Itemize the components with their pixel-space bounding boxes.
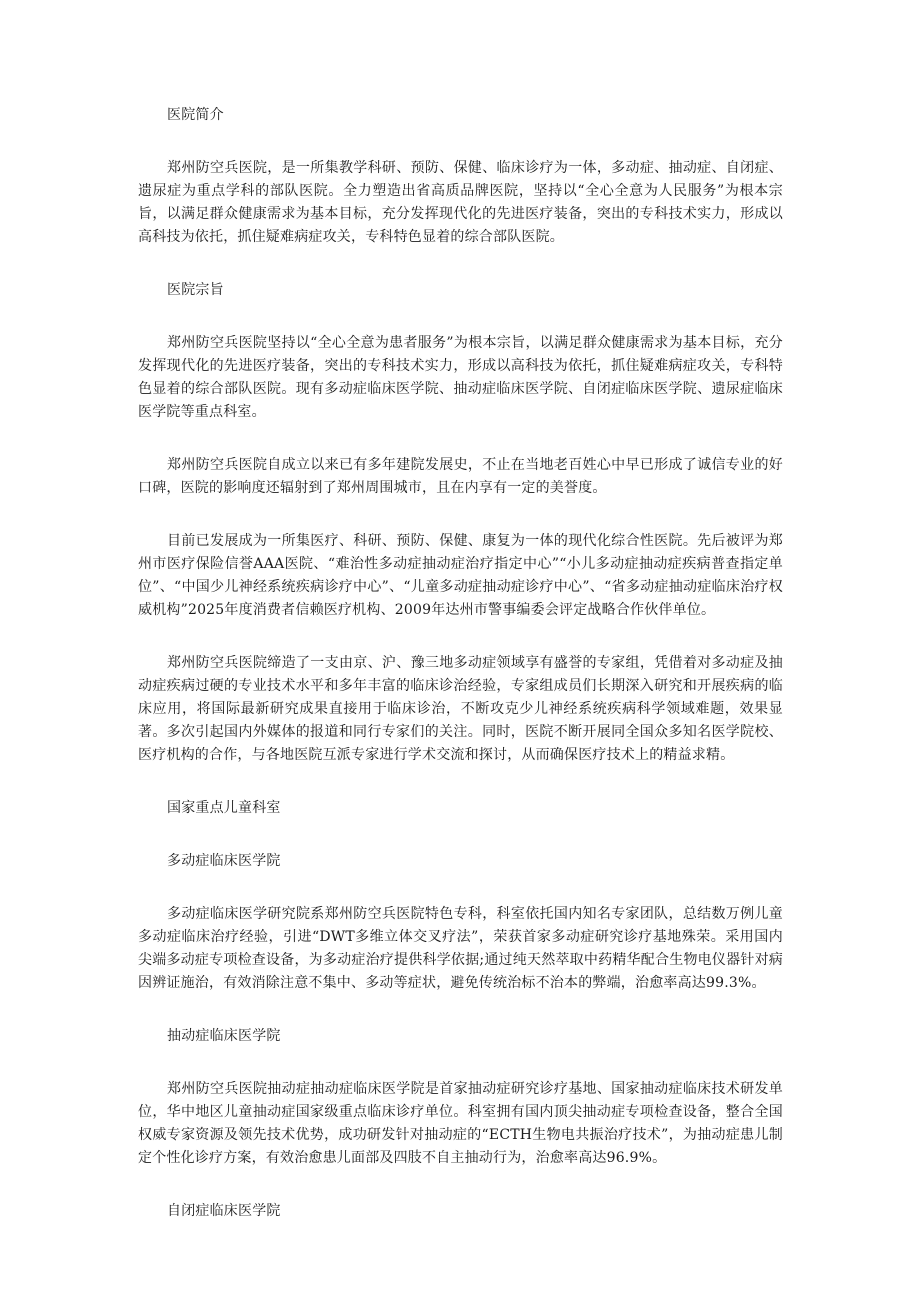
paragraph-expert-team: 郑州防空兵医院缔造了一支由京、沪、豫三地多动症领域享有盛誉的专家组，凭借着对多动症及抽动症疾病过硬的专业技术水平和多年丰富的临床诊治经验，专家组成员们长期深入研究和开展疾病的临床应用，将国际最新研究成果直接用于临床诊治，不断攻克少儿神经系统疾病科学领域难题，效果显著。多次引起国内外媒体的报道和同行专家们的关注。同时，医院不断开展同全国众多知名医学院校、医疗机构的合作，与各地医院互派专家进行学术交流和探讨，从而确保医疗技术上的精益求精。 <box>138 655 783 763</box>
document-page <box>138 104 783 1253</box>
section-heading-adhd-institute: 多动症临床医学院 <box>167 853 281 869</box>
paragraph-adhd-institute: 多动症临床医学研究院系郑州防空兵医院特色专科，科室依托国内知名专家团队，总结数万例儿童多动症临床治疗经验，引进“DWT多维立体交叉疗法”，荣获首家多动症研究诊疗基地殊荣。采用国内尖端多动症专项检查设备，为多动症治疗提供科学依据;通过纯天然萃取中药精华配合生物电仪器针对病因辨证施治，有效消除注意不集中、多动等症状，避免传统治标不治本的弊端，治愈率高达99.3%。 <box>138 906 783 991</box>
section-heading-autism-institute: 自闭症临床医学院 <box>167 1203 281 1219</box>
section-heading-tic-institute: 抽动症临床医学院 <box>167 1028 281 1044</box>
section-heading-key-departments: 国家重点儿童科室 <box>167 800 281 816</box>
paragraph-hospital-intro: 郑州防空兵医院，是一所集教学科研、预防、保健、临床诊疗为一体，多动症、抽动症、自闭症、遗尿症为重点学科的部队医院。全力塑造出省高质品牌医院，坚持以“全心全意为人民服务”为根本宗旨，以满足群众健康需求为基本目标，充分发挥现代化的先进医疗装备，突出的专科技术实力，形成以高科技为依托，抓住疑难病症攻关，专科特色显着的综合部队医院。 <box>138 160 783 245</box>
section-heading-hospital-intro: 医院简介 <box>167 107 224 123</box>
section-heading-hospital-purpose: 医院宗旨 <box>167 282 224 298</box>
paragraph-hospital-purpose: 郑州防空兵医院坚持以“全心全意为患者服务”为根本宗旨，以满足群众健康需求为基本目标，充分发挥现代化的先进医疗装备，突出的专科技术实力，形成以高科技为依托，抓住疑难病症攻关，专科特色显着的综合部队医院。现有多动症临床医学院、抽动症临床医学院、自闭症临床医学院、遗尿症临床医学院等重点科室。 <box>138 335 783 420</box>
paragraph-tic-institute: 郑州防空兵医院抽动症抽动症临床医学院是首家抽动症研究诊疗基地、国家抽动症临床技术研发单位，华中地区儿童抽动症国家级重点临床诊疗单位。科室拥有国内顶尖抽动症专项检查设备，整合全国权威专家资源及领先技术优势，成功研发针对抽动症的“ECTH生物电共振治疗技术”，为抽动症患儿制定个性化诊疗方案，有效治愈患儿面部及四肢不自主抽动行为，治愈率高达96.9%。 <box>138 1081 783 1166</box>
paragraph-hospital-history: 郑州防空兵医院自成立以来已有多年建院发展史，不止在当地老百姓心中早已形成了诚信专业的好口碑，医院的影响度还辐射到了郑州周围城市，且在内享有一定的美誉度。 <box>138 457 783 496</box>
paragraph-hospital-honors: 目前已发展成为一所集医疗、科研、预防、保健、康复为一体的现代化综合性医院。先后被评为郑州市医疗保险信誉AAA医院、“难治性多动症抽动症治疗指定中心”“小儿多动症抽动症疾病普查指定单位”、“中国少儿神经系统疾病诊疗中心”、“儿童多动症抽动症诊疗中心”、“省多动症抽动症临床治疗权威机构”2025年度消费者信赖医疗机构、2009年达州市警事编委会评定战略合作伙伴单位。 <box>138 533 783 618</box>
